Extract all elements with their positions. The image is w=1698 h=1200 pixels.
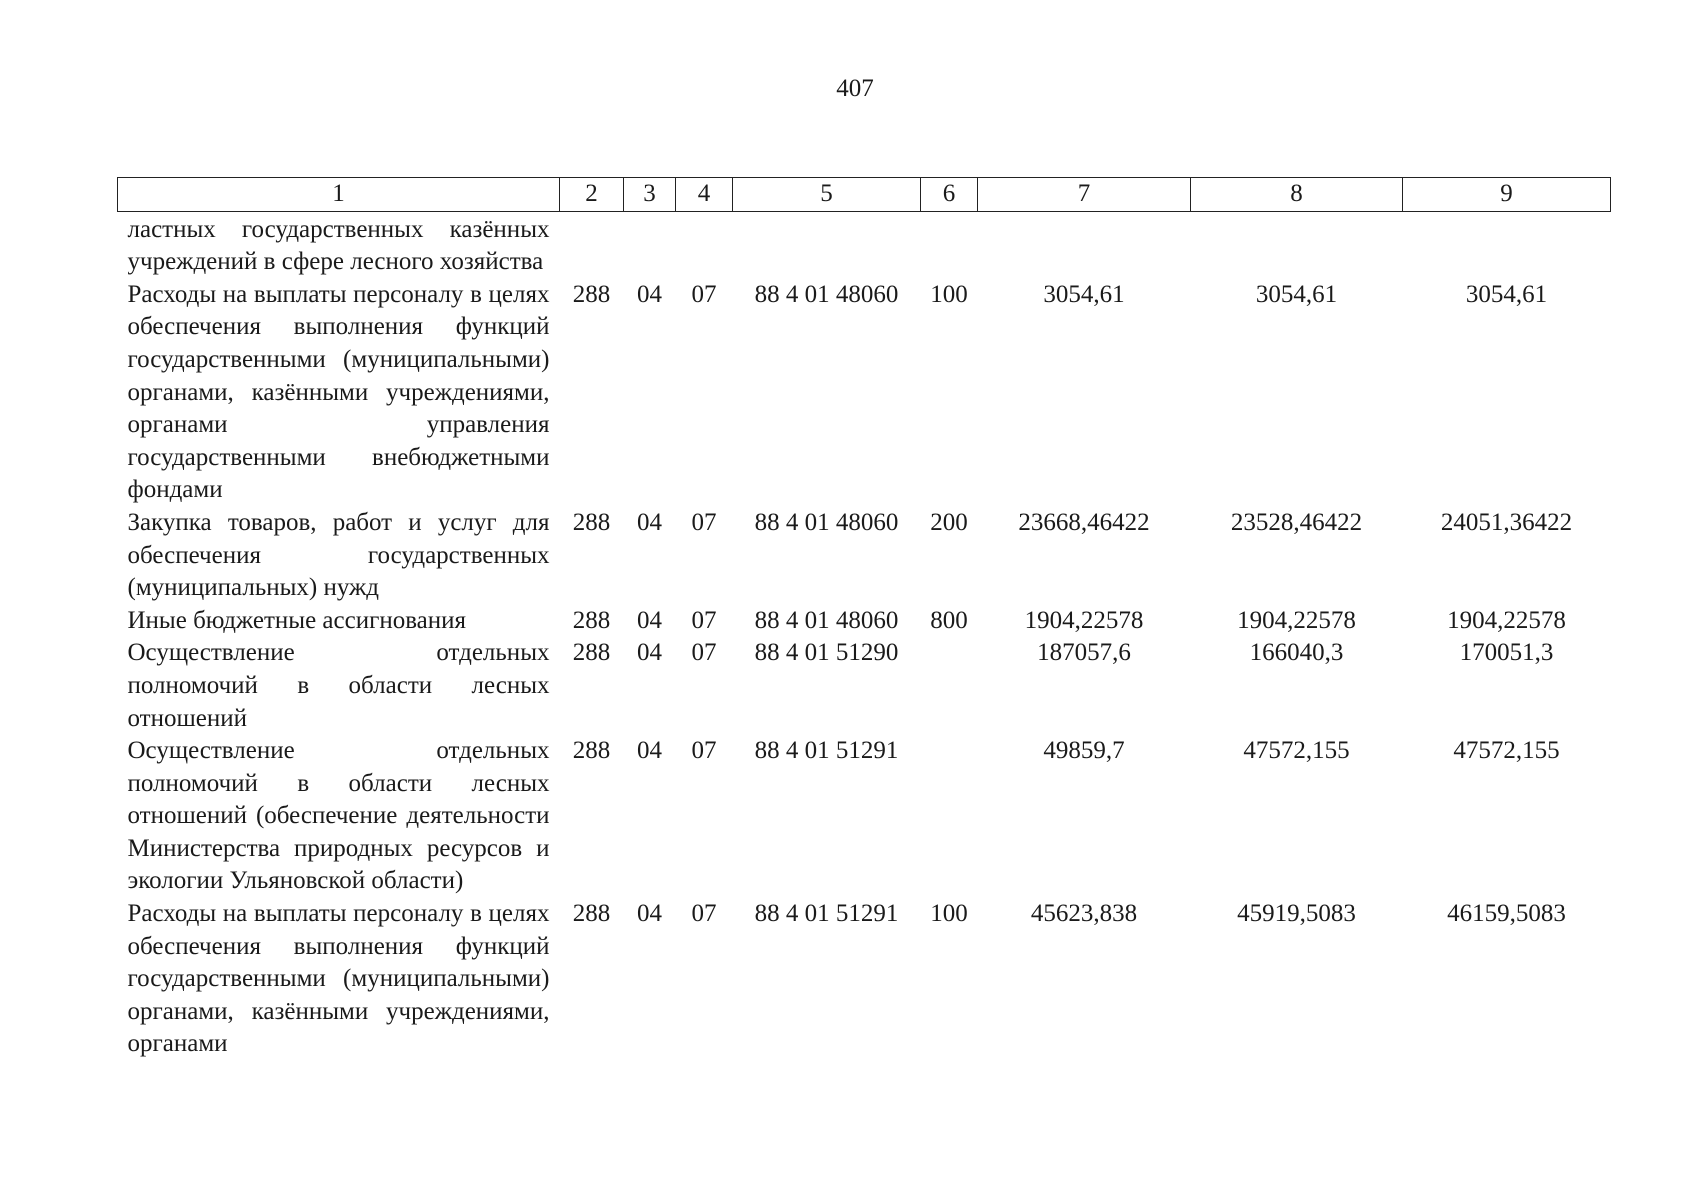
amount-col-9: 47572,155 (1453, 737, 1560, 765)
amount-col-8 (1191, 211, 1403, 279)
amount-col-8: 3054,61 (1255, 280, 1338, 308)
section-code: 04 (637, 900, 662, 928)
expense-kind-code: 100 (930, 900, 968, 928)
expense-name: Иные бюджетные ассигнования (127, 606, 467, 634)
amount-col-7: 45623,838 (1030, 900, 1138, 928)
column-header-1: 1 (118, 178, 560, 212)
table-header (118, 178, 1611, 212)
amount-col-8: 1904,22578 (1237, 606, 1356, 634)
header-row (118, 178, 1611, 212)
expense-name: Осуществление отдельных полномочий в области лесных отношений (127, 639, 550, 732)
budget-table (117, 177, 1611, 1061)
column-header-3: 3 (624, 178, 676, 212)
section-code: 04 (637, 606, 662, 634)
amount-col-9: 46159,5083 (1447, 900, 1566, 928)
table-row (118, 279, 1611, 507)
table-body (118, 211, 1611, 1061)
table-row (118, 735, 1611, 898)
table-row (118, 507, 1611, 605)
amount-col-7: 1904,22578 (1024, 606, 1144, 634)
table-row (118, 898, 1611, 1061)
expense-kind-code (921, 211, 978, 279)
amount-col-7 (978, 211, 1191, 279)
amount-col-9: 3054,61 (1465, 280, 1548, 308)
section-code: 04 (637, 280, 662, 308)
ministry-code: 288 (572, 280, 611, 308)
subsection-code: 07 (691, 606, 717, 634)
subsection-code: 07 (691, 900, 717, 928)
section-code (624, 211, 676, 279)
column-header-6: 6 (921, 178, 978, 212)
expense-kind-code: 200 (930, 508, 968, 536)
amount-col-8: 45919,5083 (1237, 900, 1356, 928)
amount-col-7: 49859,7 (1043, 737, 1125, 765)
amount-col-7: 187057,6 (1037, 639, 1131, 667)
page-number: 407 (836, 75, 874, 102)
amount-col-9: 24051,36422 (1440, 508, 1573, 536)
expense-name: Закупка товаров, работ и услуг для обеспечения государственных (муниципальных) нужд (127, 508, 550, 602)
column-header-4: 4 (676, 178, 733, 212)
column-header-8: 8 (1191, 178, 1403, 212)
subsection-code: 07 (691, 639, 717, 667)
ministry-code (560, 211, 624, 279)
column-header-2: 2 (560, 178, 624, 212)
amount-col-8: 47572,155 (1243, 737, 1350, 765)
amount-col-7: 23668,46422 (1018, 508, 1150, 536)
amount-col-8: 166040,3 (1249, 639, 1344, 667)
subsection-code (676, 211, 733, 279)
target-article-code: 88 4 01 51291 (754, 900, 899, 928)
subsection-code: 07 (691, 737, 717, 765)
amount-col-7: 3054,61 (1043, 280, 1125, 308)
target-article-code: 88 4 01 51291 (754, 737, 899, 765)
amount-col-9: 170051,3 (1459, 639, 1554, 667)
ministry-code: 288 (572, 639, 611, 667)
table-row (118, 637, 1611, 735)
column-header-7: 7 (978, 178, 1191, 212)
amount-col-9: 1904,22578 (1447, 606, 1566, 634)
target-article-code: 88 4 01 51290 (754, 639, 899, 667)
expense-name: Расходы на выплаты персоналу в целях обеспечения выполнения функций государственными (муниципальными) органами, казёнными учреждениями, органами (127, 900, 550, 1058)
expense-kind-code: 800 (930, 606, 968, 634)
section-code: 04 (637, 639, 662, 667)
column-header-5: 5 (733, 178, 921, 212)
target-article-code: 88 4 01 48060 (754, 280, 899, 308)
table-row (118, 605, 1611, 638)
table-row (118, 211, 1611, 279)
expense-kind-code: 100 (930, 280, 968, 308)
ministry-code: 288 (572, 900, 611, 928)
subsection-code: 07 (691, 508, 717, 536)
target-article-code: 88 4 01 48060 (754, 606, 899, 634)
ministry-code: 288 (572, 737, 611, 765)
target-article-code: 88 4 01 48060 (754, 508, 899, 536)
expense-kind-code (921, 637, 978, 735)
expense-name: ластных государственных казённых учреждений в сфере лесного хозяйства (127, 215, 550, 276)
section-code: 04 (637, 737, 662, 765)
subsection-code: 07 (691, 280, 717, 308)
amount-col-9 (1403, 211, 1611, 279)
section-code: 04 (637, 508, 662, 536)
expense-name: Расходы на выплаты персоналу в целях обеспечения выполнения функций государственными (муниципальными) органами, казёнными учреждениями, органами управления государственными внебюджетными фондами (127, 280, 550, 504)
ministry-code: 288 (572, 606, 611, 634)
target-article-code (733, 211, 921, 279)
ministry-code: 288 (572, 508, 611, 536)
expense-kind-code (921, 735, 978, 898)
amount-col-8: 23528,46422 (1230, 508, 1363, 536)
expense-name: Осуществление отдельных полномочий в области лесных отношений (обеспечение деятельности Министерства природных ресурсов и экологии Ульяновской области) (127, 737, 550, 895)
column-header-9: 9 (1403, 178, 1611, 212)
